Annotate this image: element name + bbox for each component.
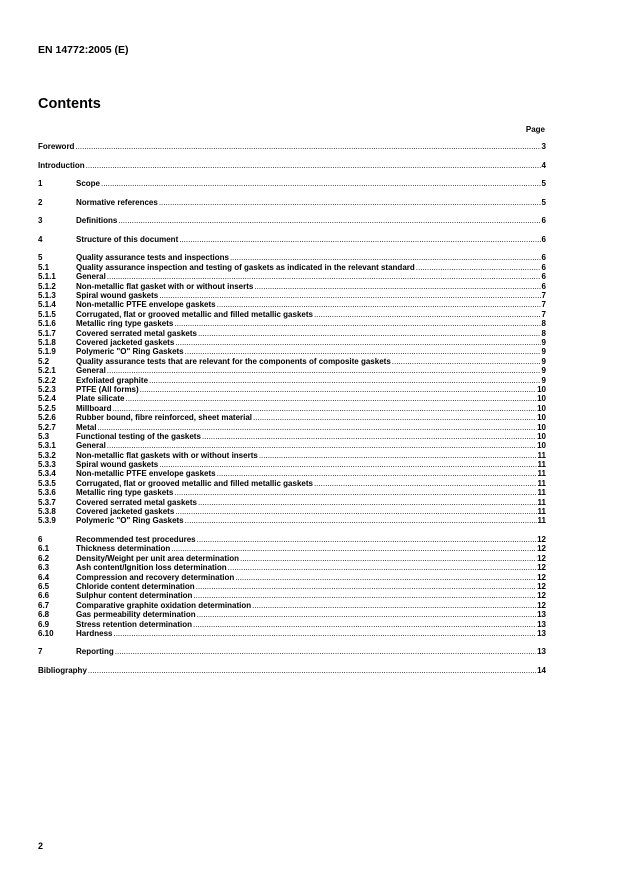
toc-dot-leader (179, 235, 540, 244)
toc-page-number: 12 (537, 553, 546, 563)
page-title: Contents (38, 96, 101, 112)
toc-dot-leader (107, 441, 536, 450)
toc-section-title: Polymeric "O" Ring Gaskets (76, 516, 184, 526)
toc-section-title: Foreword (38, 142, 75, 151)
toc-entry[interactable] (38, 282, 546, 291)
toc-section-number: 2 (38, 197, 43, 207)
toc-dot-leader (185, 347, 541, 356)
toc-section-number: 5.3.6 (38, 488, 56, 498)
toc-section-number: 5.3.9 (38, 516, 56, 526)
toc-entry[interactable] (38, 198, 546, 207)
toc-section-title: Rubber bound, fibre reinforced, sheet material (76, 413, 253, 423)
toc-section-title: Quality assurance tests that are relevant for the components of composite gaskets (76, 356, 391, 366)
toc-page-number: 9 (541, 337, 546, 347)
toc-entry[interactable] (38, 488, 546, 497)
toc-section-title: Scope (76, 179, 101, 189)
toc-dot-leader (174, 488, 536, 497)
toc-section-number: 5.1.5 (38, 309, 56, 319)
toc-entry[interactable] (38, 394, 546, 403)
toc-section-title: Spiral wound gaskets (76, 460, 159, 470)
toc-page-number: 6 (541, 281, 546, 291)
toc-dot-leader (140, 385, 536, 394)
toc-section-title: Metallic ring type gaskets (76, 488, 174, 498)
toc-section-title: Thickness determination (76, 544, 171, 554)
toc-section-number: 5.2.1 (38, 366, 56, 376)
toc-entry[interactable] (38, 451, 546, 460)
toc-dot-leader (115, 647, 536, 656)
toc-section-number: 4 (38, 234, 43, 244)
toc-section-title: General (76, 441, 106, 451)
toc-page-number: 13 (537, 647, 546, 657)
toc-page-number: 11 (537, 469, 546, 479)
toc-section-title: Plate silicate (76, 394, 125, 404)
toc-entry[interactable] (38, 263, 546, 272)
toc-page-number: 10 (537, 422, 546, 432)
toc-section-number: 5.2 (38, 356, 50, 366)
toc-dot-leader (75, 142, 540, 151)
toc-page-number: 10 (537, 431, 546, 441)
toc-dot-leader (113, 629, 536, 638)
toc-section-title: Bibliography (38, 666, 87, 676)
toc-page-number: 10 (537, 384, 546, 394)
toc-entry[interactable] (38, 582, 546, 591)
toc-dot-leader (252, 601, 536, 610)
toc-page-number: 9 (541, 347, 546, 357)
toc-section-number: 5.1.3 (38, 291, 56, 301)
toc-section-title: Quality assurance inspection and testing of gaskets as indicated in the relevant standard (76, 262, 415, 272)
toc-dot-leader (228, 563, 536, 572)
toc-section-title: Introduction (38, 160, 85, 170)
toc-page-number: 5 (541, 179, 546, 189)
toc-section-title: Corrugated, flat or grooved metallic and filled metallic gaskets (76, 309, 313, 319)
toc-page-number: 9 (541, 375, 546, 385)
toc-section-title: Chloride content determination (76, 581, 195, 591)
toc-dot-leader (175, 338, 540, 347)
toc-entry[interactable] (38, 235, 546, 244)
toc-section-number: 5.2.3 (38, 384, 56, 394)
toc-section-number: 7 (38, 647, 43, 657)
toc-dot-leader (259, 451, 537, 460)
toc-section-number: 5.3.2 (38, 450, 56, 460)
toc-section-number: 3 (38, 216, 43, 226)
toc-section-number: 5.1.6 (38, 319, 56, 329)
toc-section-title: Millboard (76, 403, 112, 413)
page-column-label: Page (525, 125, 545, 134)
toc-entry[interactable] (38, 479, 546, 488)
toc-entry[interactable] (38, 535, 546, 544)
toc-section-number: 5.1.9 (38, 347, 56, 357)
toc-page-number: 12 (537, 581, 546, 591)
toc-section-number: 6.8 (38, 610, 50, 620)
toc-dot-leader (314, 479, 537, 488)
toc-section-title: Comparative graphite oxidation determination (76, 600, 252, 610)
toc-page-number: 7 (541, 300, 546, 310)
toc-entry[interactable] (38, 272, 546, 281)
toc-section-number: 1 (38, 179, 43, 189)
toc-section-number: 6.2 (38, 553, 50, 563)
toc-section-title: Definitions (76, 216, 118, 226)
toc-page-number: 11 (537, 507, 546, 517)
toc-entry[interactable] (38, 216, 546, 225)
toc-entry[interactable] (38, 460, 546, 469)
toc-section-title: General (76, 272, 106, 282)
toc-dot-leader (86, 161, 541, 170)
toc-page-number: 10 (537, 413, 546, 423)
toc-page-number: 14 (537, 666, 546, 676)
toc-dot-leader (159, 291, 540, 300)
toc-section-title: Reporting (76, 647, 114, 657)
toc-dot-leader (175, 507, 536, 516)
toc-page-number: 10 (537, 394, 546, 404)
toc-section-title: Metallic ring type gaskets (76, 319, 174, 329)
toc-section-number: 5.1.8 (38, 337, 56, 347)
toc-section-title: Non-metallic flat gaskets with or without inserts (76, 450, 258, 460)
toc-section-number: 5.2.4 (38, 394, 56, 404)
toc-page-number: 3 (541, 142, 546, 151)
toc-entry[interactable] (38, 573, 546, 582)
toc-entry[interactable] (38, 666, 546, 675)
toc-page-number: 5 (541, 197, 546, 207)
toc-page-number: 6 (541, 253, 546, 263)
toc-section-title: Quality assurance tests and inspections (76, 253, 229, 263)
toc-page-number: 7 (541, 309, 546, 319)
toc-entry[interactable] (38, 319, 546, 328)
toc-entry[interactable] (38, 441, 546, 450)
toc-page-number: 9 (541, 366, 546, 376)
toc-section-number: 5.2.5 (38, 403, 56, 413)
toc-section-number: 6.5 (38, 581, 50, 591)
toc-section-number: 5.3.7 (38, 497, 56, 507)
toc-dot-leader (97, 423, 536, 432)
toc-dot-leader (185, 516, 537, 525)
toc-dot-leader (198, 329, 541, 338)
table-of-contents (38, 142, 546, 675)
toc-page-number: 11 (537, 460, 546, 470)
toc-section-title: Exfoliated graphite (76, 375, 149, 385)
toc-page-number: 7 (541, 291, 546, 301)
toc-dot-leader (107, 272, 541, 281)
toc-entry[interactable] (38, 563, 546, 572)
toc-dot-leader (193, 620, 536, 629)
toc-page-number: 8 (541, 319, 546, 329)
toc-entry[interactable] (38, 300, 546, 309)
toc-section-number: 6.1 (38, 544, 50, 554)
toc-section-title: Structure of this document (76, 234, 179, 244)
toc-dot-leader (118, 216, 540, 225)
toc-section-number: 6.10 (38, 628, 54, 638)
toc-section-title: Metal (76, 422, 97, 432)
toc-section-title: Ash content/Ignition loss determination (76, 563, 227, 573)
toc-section-title: Covered serrated metal gaskets (76, 497, 197, 507)
toc-section-title: Gas permeability determination (76, 610, 196, 620)
toc-page-number: 13 (537, 610, 546, 620)
toc-section-title: Normative references (76, 197, 158, 207)
toc-page-number: 12 (537, 544, 546, 554)
toc-section-number: 5.3.4 (38, 469, 56, 479)
toc-entry[interactable] (38, 413, 546, 422)
toc-section-number: 5 (38, 253, 43, 263)
toc-dot-leader (197, 610, 537, 619)
toc-entry[interactable] (38, 142, 546, 151)
toc-entry[interactable] (38, 432, 546, 441)
toc-entry[interactable] (38, 544, 546, 553)
toc-section-number: 6.7 (38, 600, 50, 610)
toc-entry[interactable] (38, 423, 546, 432)
toc-page-number: 12 (537, 563, 546, 573)
toc-section-title: Density/Weight per unit area determination (76, 553, 239, 563)
toc-dot-leader (217, 300, 541, 309)
toc-entry[interactable] (38, 507, 546, 516)
toc-entry[interactable] (38, 629, 546, 638)
toc-section-number: 5.2.2 (38, 375, 56, 385)
toc-section-number: 5.1 (38, 262, 50, 272)
toc-entry[interactable] (38, 161, 546, 170)
toc-page-number: 13 (537, 619, 546, 629)
toc-entry[interactable] (38, 516, 546, 525)
toc-section-number: 5.3 (38, 431, 50, 441)
document-id: EN 14772:2005 (E) (38, 44, 129, 56)
toc-section-number: 5.3.8 (38, 507, 56, 517)
toc-dot-leader (392, 357, 541, 366)
toc-dot-leader (171, 544, 536, 553)
page-number: 2 (38, 841, 44, 851)
toc-entry[interactable] (38, 647, 546, 656)
toc-dot-leader (197, 535, 537, 544)
toc-dot-leader (159, 198, 541, 207)
toc-dot-leader (88, 666, 536, 675)
toc-page-number: 10 (537, 441, 546, 451)
toc-dot-leader (174, 319, 540, 328)
toc-section-number: 5.1.2 (38, 281, 56, 291)
toc-section-title: Spiral wound gaskets (76, 291, 159, 301)
toc-section-title: Polymeric "O" Ring Gaskets (76, 347, 184, 357)
toc-page-number: 11 (537, 478, 546, 488)
toc-section-number: 6.6 (38, 591, 50, 601)
toc-dot-leader (193, 591, 536, 600)
toc-section-number: 5.3.3 (38, 460, 56, 470)
toc-page-number: 11 (537, 450, 546, 460)
toc-dot-leader (254, 282, 540, 291)
toc-section-title: General (76, 366, 106, 376)
toc-section-number: 6.9 (38, 619, 50, 629)
toc-dot-leader (235, 573, 536, 582)
toc-entry[interactable] (38, 366, 546, 375)
toc-section-number: 5.1.4 (38, 300, 56, 310)
toc-section-title: Non-metallic PTFE envelope gaskets (76, 469, 216, 479)
toc-entry[interactable] (38, 376, 546, 385)
toc-entry[interactable] (38, 253, 546, 262)
toc-section-title: Non-metallic flat gasket with or without inserts (76, 281, 254, 291)
toc-dot-leader (253, 413, 536, 422)
toc-page-number: 12 (537, 534, 546, 544)
toc-page-number: 11 (537, 488, 546, 498)
toc-entry[interactable] (38, 601, 546, 610)
toc-page-number: 10 (537, 403, 546, 413)
toc-page-number: 11 (537, 516, 546, 526)
toc-entry[interactable] (38, 310, 546, 319)
toc-dot-leader (217, 469, 537, 478)
toc-entry[interactable] (38, 591, 546, 600)
toc-page-number: 12 (537, 572, 546, 582)
toc-page-number: 13 (537, 628, 546, 638)
toc-entry[interactable] (38, 610, 546, 619)
toc-dot-leader (202, 432, 536, 441)
toc-page-number: 8 (541, 328, 546, 338)
toc-dot-leader (416, 263, 541, 272)
toc-section-title: PTFE (All forms) (76, 384, 139, 394)
toc-entry[interactable] (38, 498, 546, 507)
toc-entry[interactable] (38, 404, 546, 413)
toc-entry[interactable] (38, 179, 546, 188)
toc-section-number: 6 (38, 534, 43, 544)
toc-section-number: 5.1.1 (38, 272, 56, 282)
toc-dot-leader (101, 179, 541, 188)
toc-section-number: 5.3.1 (38, 441, 56, 451)
toc-dot-leader (240, 554, 536, 563)
toc-dot-leader (113, 404, 537, 413)
toc-section-title: Sulphur content determination (76, 591, 193, 601)
toc-page-number: 12 (537, 591, 546, 601)
toc-section-title: Stress retention determination (76, 619, 193, 629)
toc-entry[interactable] (38, 291, 546, 300)
toc-page-number: 6 (541, 262, 546, 272)
toc-dot-leader (107, 366, 541, 375)
toc-section-number: 5.3.5 (38, 478, 56, 488)
toc-section-number: 5.1.7 (38, 328, 56, 338)
toc-section-title: Covered jacketed gaskets (76, 337, 175, 347)
toc-entry[interactable] (38, 554, 546, 563)
toc-page-number: 12 (537, 600, 546, 610)
toc-entry[interactable] (38, 469, 546, 478)
toc-dot-leader (159, 460, 536, 469)
toc-entry[interactable] (38, 347, 546, 356)
toc-entry[interactable] (38, 357, 546, 366)
toc-dot-leader (196, 582, 536, 591)
toc-page-number: 6 (541, 234, 546, 244)
toc-page-number: 11 (537, 497, 546, 507)
toc-dot-leader (125, 394, 536, 403)
toc-dot-leader (149, 376, 541, 385)
toc-page-number: 6 (541, 216, 546, 226)
toc-section-title: Recommended test procedures (76, 534, 196, 544)
toc-section-number: 5.2.7 (38, 422, 56, 432)
toc-section-title: Functional testing of the gaskets (76, 431, 201, 441)
toc-page-number: 9 (541, 356, 546, 366)
toc-dot-leader (230, 253, 541, 262)
toc-section-number: 6.4 (38, 572, 50, 582)
toc-dot-leader (314, 310, 541, 319)
toc-page-number: 4 (541, 160, 546, 170)
toc-section-title: Hardness (76, 628, 113, 638)
toc-dot-leader (198, 498, 537, 507)
toc-page-number: 6 (541, 272, 546, 282)
toc-section-number: 6.3 (38, 563, 50, 573)
toc-section-title: Non-metallic PTFE envelope gaskets (76, 300, 216, 310)
toc-entry[interactable] (38, 338, 546, 347)
toc-entry[interactable] (38, 620, 546, 629)
toc-entry[interactable] (38, 329, 546, 338)
toc-section-title: Covered serrated metal gaskets (76, 328, 197, 338)
toc-section-title: Covered jacketed gaskets (76, 507, 175, 517)
toc-section-number: 5.2.6 (38, 413, 56, 423)
toc-section-title: Compression and recovery determination (76, 572, 235, 582)
toc-section-title: Corrugated, flat or grooved metallic and filled metallic gaskets (76, 478, 313, 488)
toc-entry[interactable] (38, 385, 546, 394)
